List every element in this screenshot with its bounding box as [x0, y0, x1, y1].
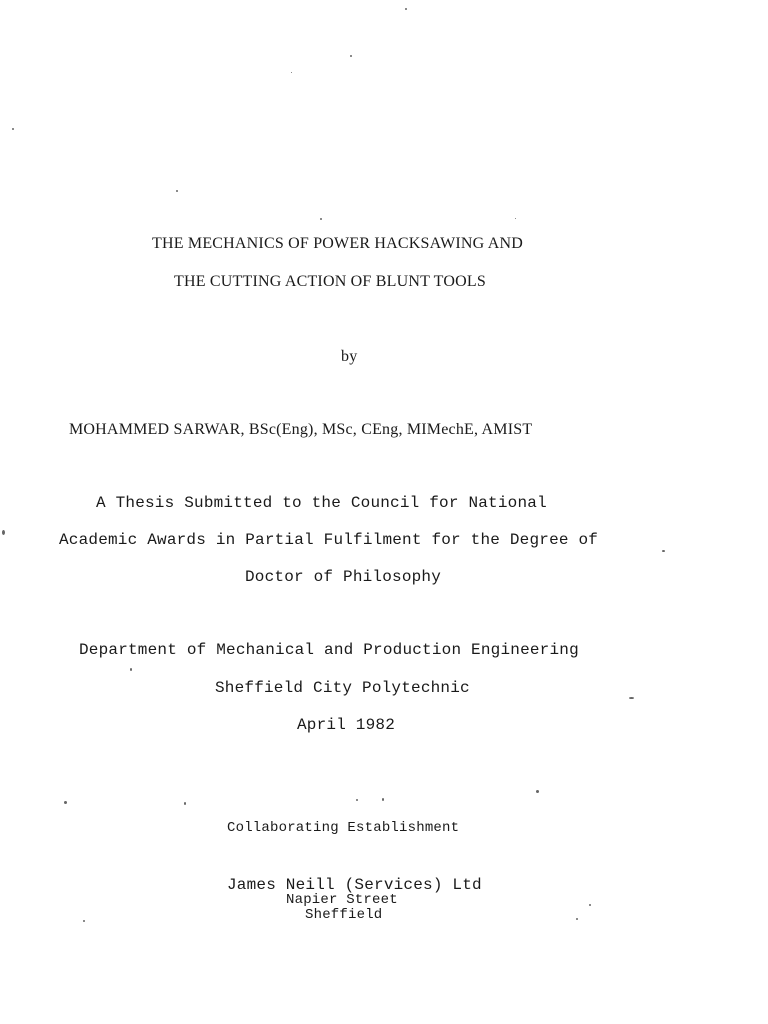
scan-speck — [176, 190, 178, 192]
scan-speck — [356, 799, 358, 801]
submission-line-1: A Thesis Submitted to the Council for National — [96, 494, 547, 512]
scan-speck — [12, 128, 14, 130]
scan-speck — [130, 668, 132, 671]
scan-speck — [350, 55, 352, 57]
thesis-title-line-1: THE MECHANICS OF POWER HACKSAWING AND — [152, 235, 524, 252]
author-line: MOHAMMED SARWAR, BSc(Eng), MSc, CEng, MIMechE, AMIST — [69, 421, 533, 438]
scan-speck — [83, 920, 85, 922]
submission-line-2: Academic Awards in Partial Fulfilment for the Degree of — [59, 531, 599, 549]
scan-speck — [382, 798, 384, 801]
company-city: Sheffield — [305, 907, 383, 923]
scan-speck — [291, 72, 292, 73]
scan-speck — [2, 530, 5, 535]
scan-speck — [576, 918, 578, 920]
scan-speck — [662, 550, 665, 552]
scan-speck — [536, 790, 539, 793]
company-street: Napier Street — [286, 892, 398, 908]
submission-date: April 1982 — [297, 716, 396, 734]
submission-line-3: Doctor of Philosophy — [245, 568, 442, 586]
scan-speck — [64, 801, 67, 804]
by-label: by — [341, 348, 358, 365]
scan-speck — [515, 218, 516, 219]
scan-speck — [629, 697, 634, 699]
scan-speck — [320, 218, 322, 220]
scan-speck — [405, 8, 407, 10]
thesis-title-line-2: THE CUTTING ACTION OF BLUNT TOOLS — [174, 273, 486, 290]
scan-speck — [589, 904, 591, 906]
company-name: James Neill (Services) Ltd — [227, 876, 482, 894]
department-name: Department of Mechanical and Production Engineering — [79, 641, 579, 659]
collaboration-heading: Collaborating Establishment — [227, 820, 460, 836]
institution-name: Sheffield City Polytechnic — [215, 679, 470, 697]
scan-speck — [184, 802, 186, 805]
